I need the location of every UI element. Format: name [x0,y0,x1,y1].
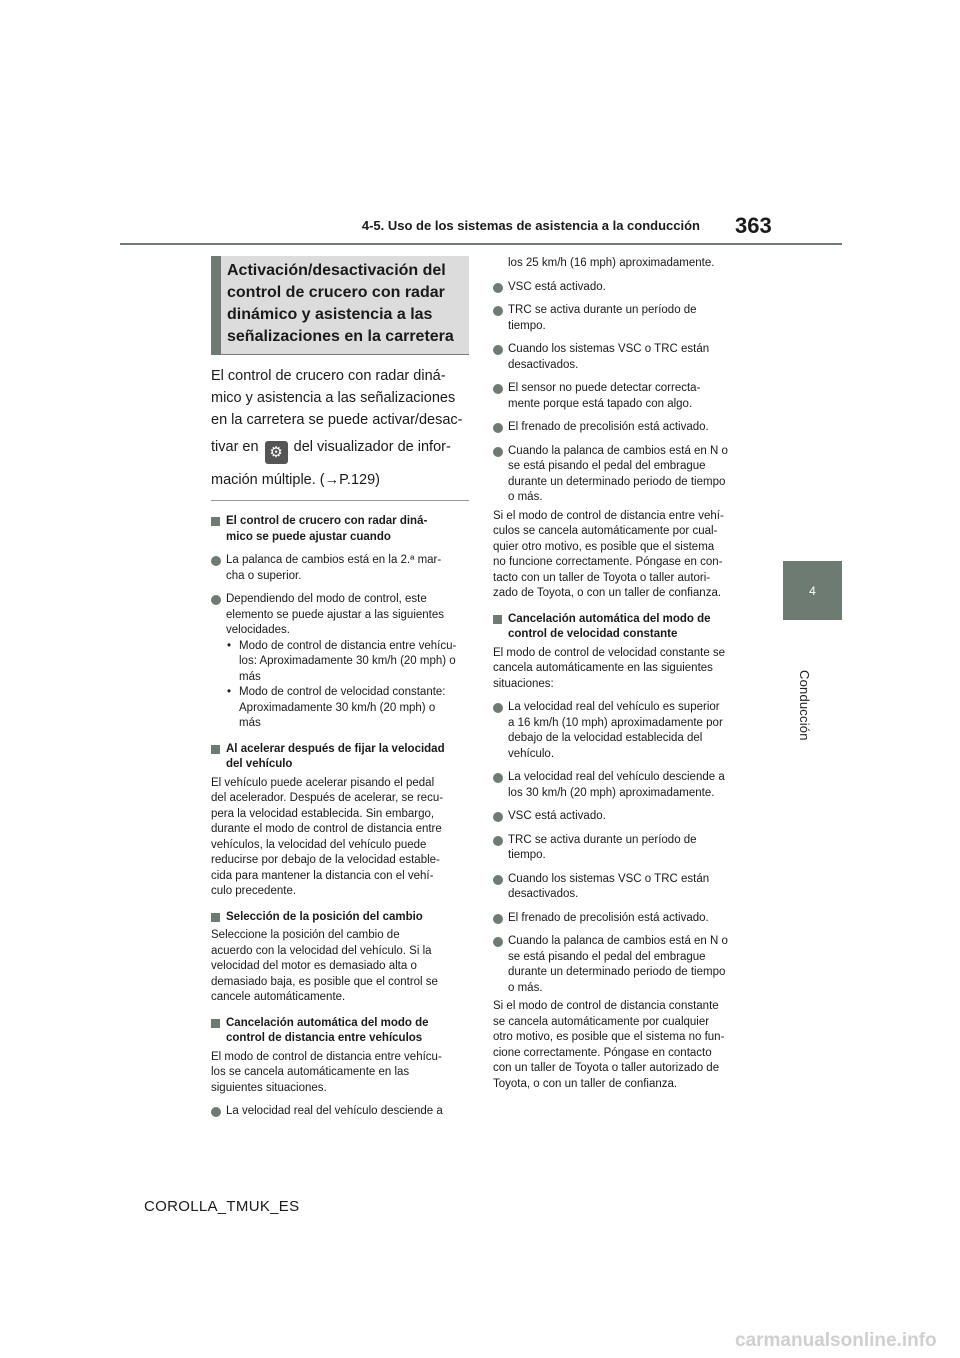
text-line: quier otro motivo, es posible que el sistema [493,540,715,553]
text-line: elemento se puede ajustar a las siguientes [226,608,445,621]
left-column [211,256,469,1120]
list-item-text [508,833,755,864]
list-item [493,342,755,373]
text-line: VSC está activado. [508,280,606,293]
text-line: La palanca de cambios está en la 2.ª mar- [226,554,442,566]
section-title: 4-5. Uso de los sistemas de asistencia a la conducción [361,218,700,233]
list-item-text [508,420,755,436]
text-line: o más. [508,491,543,503]
text-line: control de velocidad constante [508,628,678,640]
text-line: Seleccione la posición del cambio de [211,929,400,941]
divider [211,500,469,501]
text-line: del vehículo [226,758,293,770]
subheading-cancel-constant [493,612,755,643]
text-line: situaciones: [493,677,554,690]
text-line: mico se puede ajustar cuando [226,530,391,543]
text-line: reducirse por debajo de la velocidad estable- [211,854,440,866]
paragraph [211,928,469,1006]
chapter-tab [783,561,842,620]
subheading-text [226,514,469,545]
text-line: El modo de control de distancia entre vehícu- [211,1050,442,1063]
text-line: culos se cancela automáticamente por cual- [493,525,718,537]
text-line: TRC se activa durante un período de [508,833,697,846]
paragraph [211,1050,469,1097]
text-line: VSC está activado. [508,810,606,822]
text-line: más [239,717,261,729]
paragraph [493,999,755,1092]
text-line: Al acelerar después de fijar la velocidad [226,742,445,755]
list-item-text [508,381,755,412]
list-item-text [508,444,755,506]
text-line: Cuando la palanca de cambios está en N o [508,444,728,457]
square-bullet-icon [493,615,502,624]
paragraph [493,646,755,693]
circle-bullet-icon [493,423,503,433]
list-item-text [508,911,755,927]
text-line: debajo de la velocidad establecida del [508,732,703,744]
text-line: Modo de control de velocidad constante: [239,686,446,698]
circle-bullet-icon [211,556,221,566]
subheading-adjust [211,514,469,545]
sub-list-item [211,639,469,686]
square-bullet-icon [211,913,220,922]
text-line: cancele automáticamente. [211,991,346,1003]
text-line: El control de crucero con radar diná- [211,368,446,384]
list-item [493,303,755,334]
circle-bullet-icon [493,384,503,394]
text-line: velocidades. [226,624,290,636]
square-bullet-icon [211,745,220,754]
text-line: Cancelación automática del modo de [226,1016,429,1029]
text-line: tiempo. [508,319,546,332]
circle-bullet-icon [211,1107,221,1117]
subheading-accelerate [211,742,469,773]
circle-bullet-icon [493,345,503,355]
intro-tivar-post: del visualizador de infor- [293,439,451,455]
section-heading [211,256,469,355]
text-line: se está pisando el pedal del embrague [508,950,706,963]
list-item [493,444,755,506]
circle-bullet-icon [493,773,503,783]
text-line: Si el modo de control de distancia entre vehí- [493,509,724,522]
text-line: La velocidad real del vehículo es superior [508,701,720,713]
list-item [211,1104,469,1120]
list-item [493,809,755,825]
text-line: durante un determinado periodo de tiempo [508,966,726,978]
list-item [493,770,755,801]
text-line: Selección de la posición del cambio [226,910,423,923]
subheading-gear-position [211,910,469,926]
text-line: culo precedente. [211,885,297,897]
text-line: Activación/desactivación del [227,262,446,279]
list-item-text [226,1104,469,1120]
text-line: mico y asistencia a las señalizaciones [211,390,456,406]
list-item-text [508,770,755,801]
intro-paragraph [211,365,469,491]
small-bullet-icon: • [227,639,232,652]
text-line: los 30 km/h (20 mph) aproximadamente. [508,786,715,799]
chapter-label: Conducción [797,670,812,741]
list-item [493,381,755,412]
list-item-text [508,342,755,373]
text-line: El control de crucero con radar diná- [226,515,428,527]
circle-bullet-icon [493,703,503,713]
text-line: tacto con un taller de Toyota o taller autori- [493,571,711,584]
text-line: Cancelación automática del modo de [508,612,711,625]
text-line: acuerdo con la velocidad del vehículo. Si la [211,944,432,957]
text-line: cida para mantener la distancia con el vehí- [211,869,434,882]
list-item-text [508,256,755,272]
list-item [211,592,469,639]
text-line: El vehículo puede acelerar pisando el pedal [211,776,435,789]
sub-list-item [211,685,469,732]
text-line: señalizaciones en la carretera [227,328,454,345]
text-line: se está pisando el pedal del embrague [508,460,706,472]
text-line: siguientes situaciones. [211,1081,327,1094]
text-line: control de distancia entre vehículos [226,1032,423,1044]
list-item [493,934,755,996]
page-number: 363 [735,213,772,238]
circle-bullet-icon [493,283,503,293]
text-line: los: Aproximadamente 30 km/h (20 mph) o [239,655,456,667]
text-line: Toyota, o con un taller de confianza. [493,1077,678,1090]
watermark: carmanualsonline.info [735,1330,937,1351]
text-line: cione correctamente. Póngase en contacto [493,1046,712,1059]
text-line: a 16 km/h (10 mph) aproximadamente por [508,716,723,729]
text-line: demasiado baja, es posible que el control se [211,975,438,988]
text-line: Modo de control de distancia entre vehícu- [239,639,457,652]
text-line: control de crucero con radar [227,284,445,301]
text-line: vehículo. [508,747,555,760]
list-item-text [508,280,755,296]
circle-bullet-icon [493,306,503,316]
text-line: dinámico y asistencia a las [227,306,433,323]
text-line: con un taller de Toyota o taller autorizado de [493,1062,720,1074]
subheading-text [226,742,469,773]
list-item-text [226,592,469,639]
sub-list-item-text [239,685,469,732]
paragraph [211,776,469,900]
list-item [493,833,755,864]
text-line: Aproximadamente 30 km/h (20 mph) o [239,701,436,714]
circle-bullet-icon [211,595,221,605]
list-item-text [508,809,755,825]
text-line: los se cancela automáticamente en las [211,1066,410,1078]
text-line: se cancela automáticamente por cualquier [493,1015,710,1028]
list-item [211,553,469,584]
text-line: La velocidad real del vehículo desciende a [226,1105,443,1117]
text-line: Cuando los sistemas VSC o TRC están [508,343,710,355]
header-rule [120,243,842,245]
list-item-text [508,303,755,334]
text-line: Cuando los sistemas VSC o TRC están [508,872,710,885]
intro-last-line: mación múltiple. (→P.129) [211,472,380,488]
text-line: cancela automáticamente en las siguientes [493,662,713,674]
list-item [493,872,755,903]
small-bullet-icon: • [227,686,232,698]
text-line: El frenado de precolisión está activado. [508,911,709,924]
chapter-number: 4 [809,583,816,598]
footer-code: COROLLA_TMUK_ES [144,1198,300,1215]
subheading-text [226,910,469,926]
text-line: El sensor no puede detectar correcta- [508,382,701,394]
right-column [493,256,755,1092]
text-line: El frenado de precolisión está activado. [508,421,709,433]
text-line: TRC se activa durante un período de [508,304,697,316]
paragraph [493,509,755,602]
sub-list-item-text [239,639,469,686]
text-line: durante un determinado periodo de tiempo [508,475,726,488]
text-line: El modo de control de velocidad constante se [493,646,726,659]
text-line: cha o superior. [226,569,302,582]
subheading-cancel-distance [211,1016,469,1047]
text-line: velocidad del motor es demasiado alta o [211,960,417,972]
text-line: La velocidad real del vehículo desciende a [508,771,725,783]
heading-text [227,260,461,348]
text-line: desactivados. [508,358,579,371]
list-item-text [508,700,755,762]
intro-lines [211,365,469,431]
circle-bullet-icon [493,447,503,457]
list-item [493,420,755,436]
text-line: desactivados. [508,888,579,900]
text-line: durante el modo de control de distancia entre [211,823,442,835]
text-line: Dependiendo del modo de control, este [226,593,427,605]
list-item-text [226,553,469,584]
text-line: del acelerador. Después de acelerar, se recu- [211,792,444,804]
text-line: mente porque está tapado con algo. [508,397,693,410]
square-bullet-icon [211,1019,220,1028]
text-line: zado de Toyota, o con un taller de confianza. [493,587,722,599]
text-line: en la carretera se puede activar/desac- [211,412,463,428]
intro-gear-line [211,436,469,464]
text-line: no funcione correctamente. Póngase en con- [493,556,723,568]
circle-bullet-icon [493,812,503,822]
circle-bullet-icon [493,875,503,885]
list-item [493,280,755,296]
intro-tivar-pre: tivar en [211,439,259,455]
text-line: Cuando la palanca de cambios está en N o [508,935,728,947]
text-line: otro motivo, es posible que el sistema no fun- [493,1031,725,1043]
list-item-text [508,934,755,996]
text-line: los 25 km/h (16 mph) aproximadamente. [508,257,715,269]
list-item-text [508,872,755,903]
text-line: tiempo. [508,849,546,861]
list-item-continued [493,256,755,272]
text-line: Si el modo de control de distancia constante [493,1000,719,1012]
text-line: más [239,670,261,683]
list-item [493,700,755,762]
square-bullet-icon [211,517,220,526]
text-line: vehículos, la velocidad del vehículo puede [211,838,427,851]
text-line: o más. [508,981,543,994]
subheading-text [226,1016,469,1047]
list-item [493,911,755,927]
circle-bullet-icon [493,914,503,924]
subheading-text [508,612,755,643]
text-line: pera la velocidad establecida. Sin embargo, [211,807,435,820]
circle-bullet-icon [493,937,503,947]
gear-icon: ⚙ [265,441,288,464]
circle-bullet-icon [493,836,503,846]
